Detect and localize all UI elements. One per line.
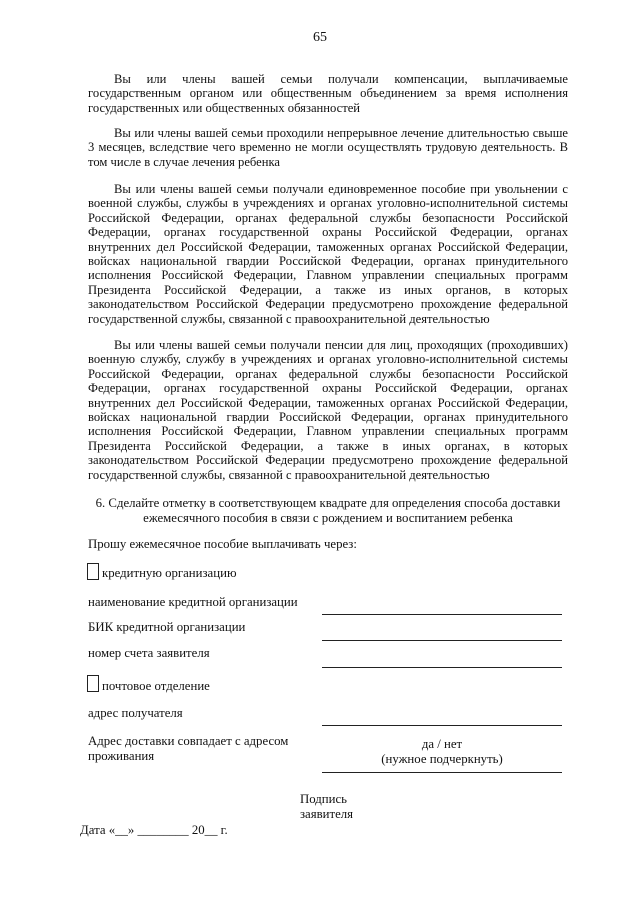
section-6-heading: 6. Сделайте отметку в соответствующем квадрате для определения способа доставки ежемесячного пособия в связи с рождением и воспитанием ребенка xyxy=(95,496,561,525)
bank-option-label: кредитную организацию xyxy=(102,566,237,580)
bank-name-field[interactable] xyxy=(322,614,562,615)
bank-name-label: наименование кредитной организации xyxy=(88,595,298,609)
bik-label: БИК кредитной организации xyxy=(88,620,246,634)
payment-intro: Прошу ежемесячное пособие выплачивать через: xyxy=(88,537,357,551)
post-option-label: почтовое отделение xyxy=(102,679,210,693)
recipient-address-label: адрес получателя xyxy=(88,706,183,720)
paragraph-severance: Вы или члены вашей семьи получали единовременное пособие при увольнении с военной службы, службы в учреждениях и органах уголовно-исполнительной системы Российской Федерации, органах федеральной службы безопасности Российской Федерации, органах государственной охраны Российской Федерации, органах внутренних дел Российской Федерации, таможенных органах Российской Федерации, войсках национальной гвардии Российской Федерации, органах принудительного исполнения Российской Федерации, Главном управлении специальных программ Президента Российской Федерации, а также из иных органов, в которых законодательством Российской Федерации предусмотрено прохождение федеральной государственной службы, связанной с правоохранительной деятельностью xyxy=(88,182,568,326)
post-checkbox[interactable] xyxy=(87,675,99,692)
signature-label-line2: заявителя xyxy=(300,807,354,821)
same-address-field[interactable] xyxy=(322,772,562,773)
signature-label-line1: Подпись xyxy=(300,792,347,806)
page-number: 65 xyxy=(313,30,327,45)
paragraph-treatment: Вы или члены вашей семьи проходили непрерывное лечение длительностью свыше 3 месяцев, вследствие чего временно не могли осуществлять трудовую деятельность. В том числе в случае лечения ребенка xyxy=(88,126,568,169)
recipient-address-field[interactable] xyxy=(322,725,562,726)
same-address-label-line2: проживания xyxy=(88,749,155,763)
same-address-label-line1: Адрес доставки совпадает с адресом xyxy=(88,734,289,748)
account-field[interactable] xyxy=(322,667,562,668)
bik-field[interactable] xyxy=(322,640,562,641)
date-field[interactable]: Дата «__» ________ 20__ г. xyxy=(80,823,228,837)
bank-checkbox[interactable] xyxy=(87,563,99,580)
yes-no-hint: (нужное подчеркнуть) xyxy=(381,752,503,766)
yes-no-option[interactable]: да / нет xyxy=(421,737,463,751)
paragraph-compensation: Вы или члены вашей семьи получали компенсации, выплачиваемые государственным органом или общественным объединением за время исполнения государственных или общественных обязанностей xyxy=(88,72,568,115)
paragraph-pension: Вы или члены вашей семьи получали пенсии для лиц, проходящих (проходивших) военную службу, службу в учреждениях и органах уголовно-исполнительной системы Российской Федерации, органах федеральной службы безопасности Российской Федерации, органах государственной охраны Российской Федерации, органах внутренних дел Российской Федерации, таможенных органах Российской Федерации, войсках национальной гвардии Российской Федерации, органах принудительного исполнения Российской Федерации, Главном управлении специальных программ Президента Российской Федерации, а также в иных органах, в которых законодательством Российской Федерации предусмотрено прохождение федеральной государственной службы, связанной с правоохранительной деятельностью xyxy=(88,338,568,482)
account-label: номер счета заявителя xyxy=(88,646,210,660)
